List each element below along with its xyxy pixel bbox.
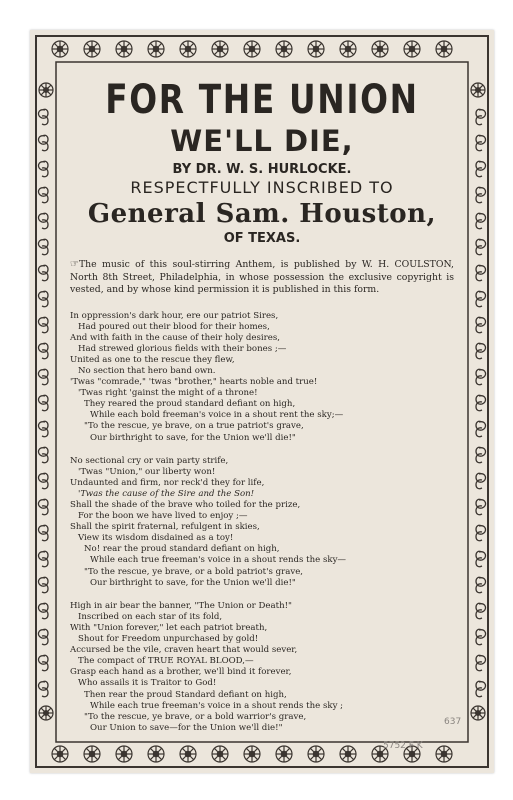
scroll-ornament [38, 161, 48, 176]
broadside-content [70, 76, 454, 734]
verse-line: 'Twas right 'gainst the might of a throne! [78, 388, 258, 399]
scroll-ornament [38, 421, 48, 436]
scroll-ornament [476, 135, 486, 150]
rosette-ornament [340, 41, 356, 57]
rosette-ornament [436, 41, 452, 57]
scroll-ornament [476, 265, 486, 280]
intro-paragraph [70, 259, 454, 297]
rosette-ornament [39, 83, 53, 97]
scroll-ornament [476, 421, 486, 436]
scroll-ornament [38, 681, 48, 696]
verse-line: 'Twas the cause of the Sire and the Son! [78, 488, 255, 499]
scroll-ornament [38, 239, 48, 254]
rosette-ornament [116, 41, 132, 57]
scroll-ornament [476, 109, 486, 124]
rosette-ornament [340, 746, 356, 762]
rosette-ornament [276, 746, 292, 762]
author-line: BY DR. W. S. HURLOCKE. [172, 162, 352, 177]
scroll-ornament [476, 291, 486, 306]
scroll-ornament [38, 343, 48, 358]
rosette-ornament [180, 41, 196, 57]
scroll-ornament [38, 265, 48, 280]
scroll-ornament [476, 603, 486, 618]
verse-line: "To the rescue, ye brave, or a bold patriot's grave, [84, 566, 304, 577]
verse-line: In oppression's dark hour, ere our patriot Sires, [70, 310, 279, 321]
scroll-ornament [476, 499, 486, 514]
rosette-ornament [212, 746, 228, 762]
stanza-2 [70, 456, 454, 589]
stanza-1 [70, 311, 454, 444]
rosette-ornament [52, 746, 68, 762]
scroll-ornament [476, 239, 486, 254]
scroll-ornament [38, 213, 48, 228]
verse-line: Had strewed glorious fields with their bones ;— [78, 343, 287, 354]
rosette-ornament [39, 706, 53, 720]
rosette-ornament [148, 746, 164, 762]
rosette-ornament [212, 41, 228, 57]
rosette-ornament [404, 41, 420, 57]
verse-line: Grasp each hand as a brother, we'll bind it forever, [70, 667, 292, 678]
verse-line: They reared the proud standard defiant on high, [84, 399, 296, 410]
scroll-ornament [476, 343, 486, 358]
scroll-ornament [38, 655, 48, 670]
dedication-line: RESPECTFULLY INSCRIBED TO [130, 178, 394, 197]
rosette-ornament [244, 41, 260, 57]
rosette-ornament [372, 41, 388, 57]
verse-line: Then rear the proud Standard defiant on high, [84, 689, 287, 700]
dedicatee-place: OF TEXAS. [223, 231, 301, 246]
scroll-ornament [476, 551, 486, 566]
verse-line: Our Union to save—for the Union we'll die!" [90, 722, 283, 733]
verse-line: No sectional cry or vain party strife, [70, 455, 229, 466]
verse-line: No! rear the proud standard defiant on high, [84, 544, 280, 555]
rosette-ornament [84, 41, 100, 57]
scroll-ornament [38, 291, 48, 306]
scroll-ornament [476, 161, 486, 176]
scroll-ornament [38, 395, 48, 410]
verse-line: While each true freeman's voice in a shout rends the sky ; [90, 700, 344, 711]
scroll-ornament [476, 629, 486, 644]
scroll-ornament [38, 187, 48, 202]
verse-line: Inscribed on each star of its fold, [78, 611, 223, 622]
rosette-ornament [180, 746, 196, 762]
verse-line: Accursed be the vile, craven heart that would sever, [70, 645, 298, 656]
broadside-sheet [30, 30, 494, 773]
pencil-reference: 5752 F K [383, 741, 423, 751]
scroll-ornament [476, 395, 486, 410]
verse-line: Shall the spirit fraternal, refulgent in skies, [70, 522, 260, 533]
scroll-ornament [38, 525, 48, 540]
scroll-ornament [38, 629, 48, 644]
verse-line: Our birthright to save, for the Union we'll die!" [90, 432, 296, 443]
scroll-ornament [38, 109, 48, 124]
scroll-ornament [38, 447, 48, 462]
rosette-ornament [116, 746, 132, 762]
scroll-ornament [476, 369, 486, 384]
verse-line: Undaunted and firm, nor reck'd they for life, [70, 477, 265, 488]
scroll-ornament [38, 551, 48, 566]
rosette-ornament [52, 41, 68, 57]
verse-line: View its wisdom disdained as a toy! [78, 533, 234, 544]
verse-line: 'Twas "comrade," 'twas "brother," hearts noble and true! [70, 377, 318, 388]
scroll-ornament [476, 525, 486, 540]
verse-line: United as one to the rescue they flew, [70, 354, 235, 365]
rosette-ornament [244, 746, 260, 762]
scroll-ornament [476, 577, 486, 592]
page-title: FOR THE UNION [105, 77, 419, 123]
verse-line: Had poured out their blood for their homes, [78, 321, 270, 332]
verse-line: "To the rescue, ye brave, or a bold warrior's grave, [84, 711, 307, 722]
scroll-ornament [476, 213, 486, 228]
scroll-ornament [38, 369, 48, 384]
pencil-number: 637 [444, 717, 462, 727]
dedicatee-name: General Sam. Houston, [87, 199, 437, 229]
scroll-ornament [476, 681, 486, 696]
verse-line: No section that hero band own. [78, 365, 216, 376]
verse-line: While each true freeman's voice in a shout rends the sky— [90, 555, 347, 566]
verse-line: And with faith in the cause of their holy desires, [70, 332, 280, 343]
scroll-ornament [38, 317, 48, 332]
pointing-hand-icon: ☞ [70, 259, 79, 270]
rosette-ornament [84, 746, 100, 762]
scroll-ornament [476, 187, 486, 202]
rosette-ornament [471, 83, 485, 97]
scroll-ornament [476, 447, 486, 462]
verse-line: 'Twas "Union," our liberty won! [78, 466, 216, 477]
rosette-ornament [308, 746, 324, 762]
rosette-ornament [276, 41, 292, 57]
verse-line: While each bold freeman's voice in a shout rent the sky;— [90, 410, 344, 421]
scroll-ornament [476, 655, 486, 670]
scroll-ornament [38, 473, 48, 488]
page-subtitle: WE'LL DIE, [170, 124, 354, 158]
verse-line: For the boon we have lived to enjoy ;— [78, 511, 248, 522]
stanza-3 [70, 601, 454, 734]
verse-line: High in air bear the banner, "The Union or Death!" [70, 600, 293, 611]
rosette-ornament [436, 746, 452, 762]
rosette-ornament [148, 41, 164, 57]
rosette-ornament [471, 706, 485, 720]
scroll-ornament [38, 499, 48, 514]
scroll-ornament [38, 577, 48, 592]
rosette-ornament [308, 41, 324, 57]
verse-line: With "Union forever," let each patriot breath, [70, 622, 268, 633]
scroll-ornament [38, 135, 48, 150]
scroll-ornament [476, 473, 486, 488]
verse-line: Our birthright to save, for the Union we'll die!" [90, 577, 296, 588]
verse-line: Shall the shade of the brave who toiled for the prize, [70, 500, 301, 510]
scroll-ornament [476, 317, 486, 332]
intro-text: The music of this soul-stirring Anthem, is published by W. H. COULSTON, North 8th Street, Philadelphia, in whose possession the exclusive copyright is vested, and by whose kind permission it is published in this form. [70, 259, 454, 295]
verse-line: The compact of TRUE ROYAL BLOOD,— [78, 656, 254, 667]
verse-line: Shout for Freedom unpurchased by gold! [78, 634, 259, 645]
scroll-ornament [38, 603, 48, 618]
verse-line: "To the rescue, ye brave, on a true patriot's grave, [84, 421, 304, 432]
verse-line: Who assails it is Traitor to God! [78, 678, 217, 689]
